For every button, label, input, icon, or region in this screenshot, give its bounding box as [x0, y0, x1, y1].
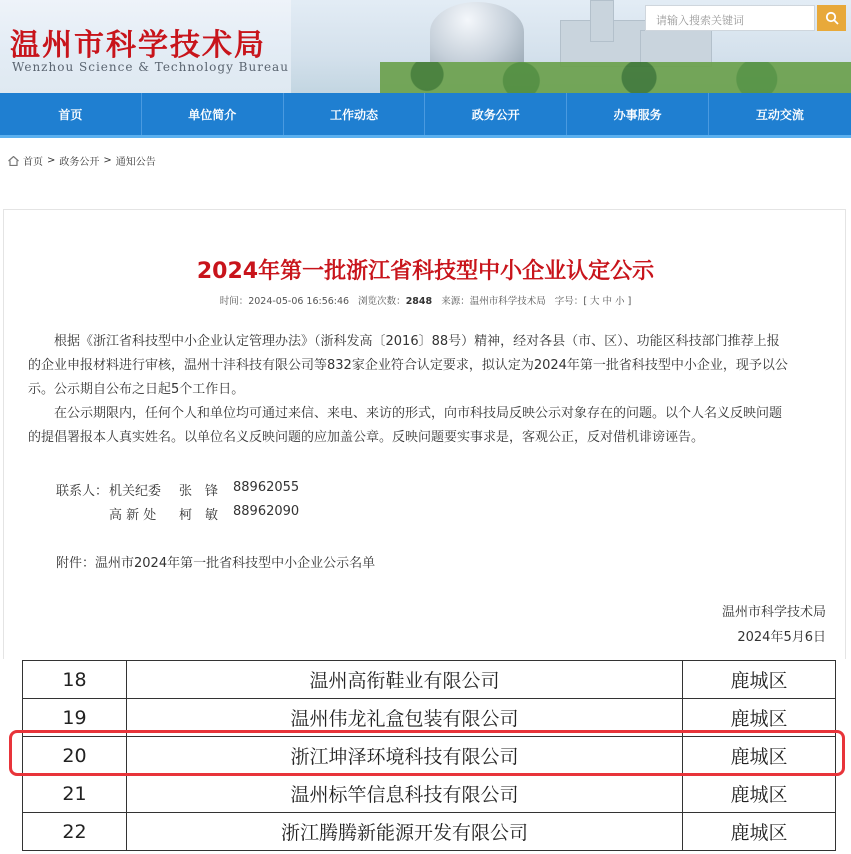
cell-number: 18 — [23, 661, 127, 699]
font-size-switcher[interactable]: [ 大 中 小 ] — [583, 296, 632, 307]
nav-item-gov-open[interactable]: 政务公开 — [425, 93, 567, 135]
article-paragraph — [28, 330, 826, 354]
search-button[interactable] — [817, 5, 846, 31]
cell-district: 鹿城区 — [683, 813, 836, 851]
cell-district: 鹿城区 — [683, 699, 836, 737]
meta-source: 温州市科学技术局 — [469, 296, 546, 307]
signature-date: 2024年5月6日 — [737, 630, 826, 645]
meta-views: 2848 — [405, 296, 433, 307]
article-paragraph — [28, 402, 826, 426]
site-logo-title[interactable]: 温州市科学技术局 — [10, 28, 266, 63]
contact-name: 柯 敏 — [179, 508, 219, 523]
nav-item-home[interactable]: 首页 — [0, 93, 142, 135]
cell-number: 20 — [23, 737, 127, 775]
contact-phone: 88962055 — [233, 480, 300, 495]
contact-dept: 机关纪委 — [109, 484, 162, 499]
cell-number: 21 — [23, 775, 127, 813]
signature-org: 温州市科学技术局 — [721, 605, 826, 620]
cell-company: 温州标竿信息科技有限公司 — [127, 775, 683, 813]
contact-dept: 高 新 处 — [109, 508, 157, 523]
para2-line1: 在公示期限内，任何个人和单位均可通过来信、来电、来访的形式，向市科技局反映公示对象存在的问题。以个人名义反映问题 — [54, 406, 783, 421]
cell-company: 浙江坤泽环境科技有限公司 — [127, 737, 683, 775]
main-nav — [0, 93, 851, 138]
meta-time-label: 时间： — [219, 296, 249, 307]
article-meta — [0, 293, 851, 307]
search-input[interactable]: 请输入搜索关键词 — [645, 5, 815, 31]
para1-line1: 根据《浙江省科技型中小企业认定管理办法》（浙科发高〔2016〕88号）精神，经对各县（市、区）、功能区科技部门推荐上报 — [54, 334, 780, 349]
nav-item-interaction[interactable]: 互动交流 — [755, 107, 804, 122]
contact-label: 联系人： — [56, 484, 109, 499]
banner-dome — [430, 2, 524, 62]
article-paragraph — [28, 426, 826, 450]
meta-fontsize-label: 字号： — [554, 296, 584, 307]
breadcrumb-gov-open[interactable]: 政务公开 — [59, 157, 100, 168]
breadcrumb-separator: > — [103, 155, 112, 166]
para2-line2: 的提倡署报本人真实姓名。以单位名义反映问题的应加盖公章。反映问题要实事求是，客观公正，反对借机诽谤诬告。 — [28, 430, 705, 445]
cell-district: 鹿城区 — [683, 775, 836, 813]
article-paragraph — [28, 354, 826, 378]
breadcrumb — [8, 153, 156, 168]
article-title: 2024年第一批浙江省科技型中小企业认定公示 — [196, 259, 655, 284]
table-row — [23, 813, 836, 851]
table-row — [23, 775, 836, 813]
site-logo-subtitle: Wenzhou Science & Technology Bureau — [12, 60, 289, 74]
row-highlight-box — [9, 730, 845, 776]
nav-item-about[interactable]: 单位简介 — [142, 93, 284, 135]
table-row — [23, 661, 836, 699]
meta-source-label: 来源： — [441, 296, 470, 307]
para1-line2: 的企业申报材料进行审核，温州十沣科技有限公司等832家企业符合认定要求，拟认定为2024年第一批省科技型中小企业，现予以公 — [28, 358, 788, 373]
breadcrumb-notices[interactable]: 通知公告 — [115, 157, 156, 168]
meta-views-label: 浏览次数： — [358, 296, 406, 307]
attachment-link[interactable]: 附件：温州市2024年第一批省科技型中小企业公示名单 — [56, 556, 376, 571]
article-paragraph — [28, 378, 826, 402]
nav-item-news[interactable]: 工作动态 — [284, 93, 426, 135]
contact-name: 张 锋 — [179, 484, 219, 499]
cell-number: 22 — [23, 813, 127, 851]
cell-district: 鹿城区 — [683, 737, 836, 775]
search-icon — [825, 11, 839, 25]
para1-line3: 示。公示期自公布之日起5个工作日。 — [28, 382, 245, 397]
breadcrumb-separator: > — [47, 155, 56, 166]
cell-district: 鹿城区 — [683, 661, 836, 699]
cell-company: 温州伟龙礼盒包装有限公司 — [127, 699, 683, 737]
banner-trees — [380, 62, 851, 93]
cell-company: 浙江腾腾新能源开发有限公司 — [127, 813, 683, 851]
home-icon — [8, 156, 19, 166]
banner-tower — [590, 0, 614, 42]
cell-number: 19 — [23, 699, 127, 737]
nav-item-services[interactable]: 办事服务 — [567, 93, 709, 135]
site-banner — [0, 0, 851, 93]
meta-time: 2024-05-06 16:56:46 — [248, 296, 350, 307]
cell-company: 温州高衔鞋业有限公司 — [127, 661, 683, 699]
contact-phone: 88962090 — [233, 504, 300, 519]
breadcrumb-home[interactable]: 首页 — [23, 157, 43, 168]
